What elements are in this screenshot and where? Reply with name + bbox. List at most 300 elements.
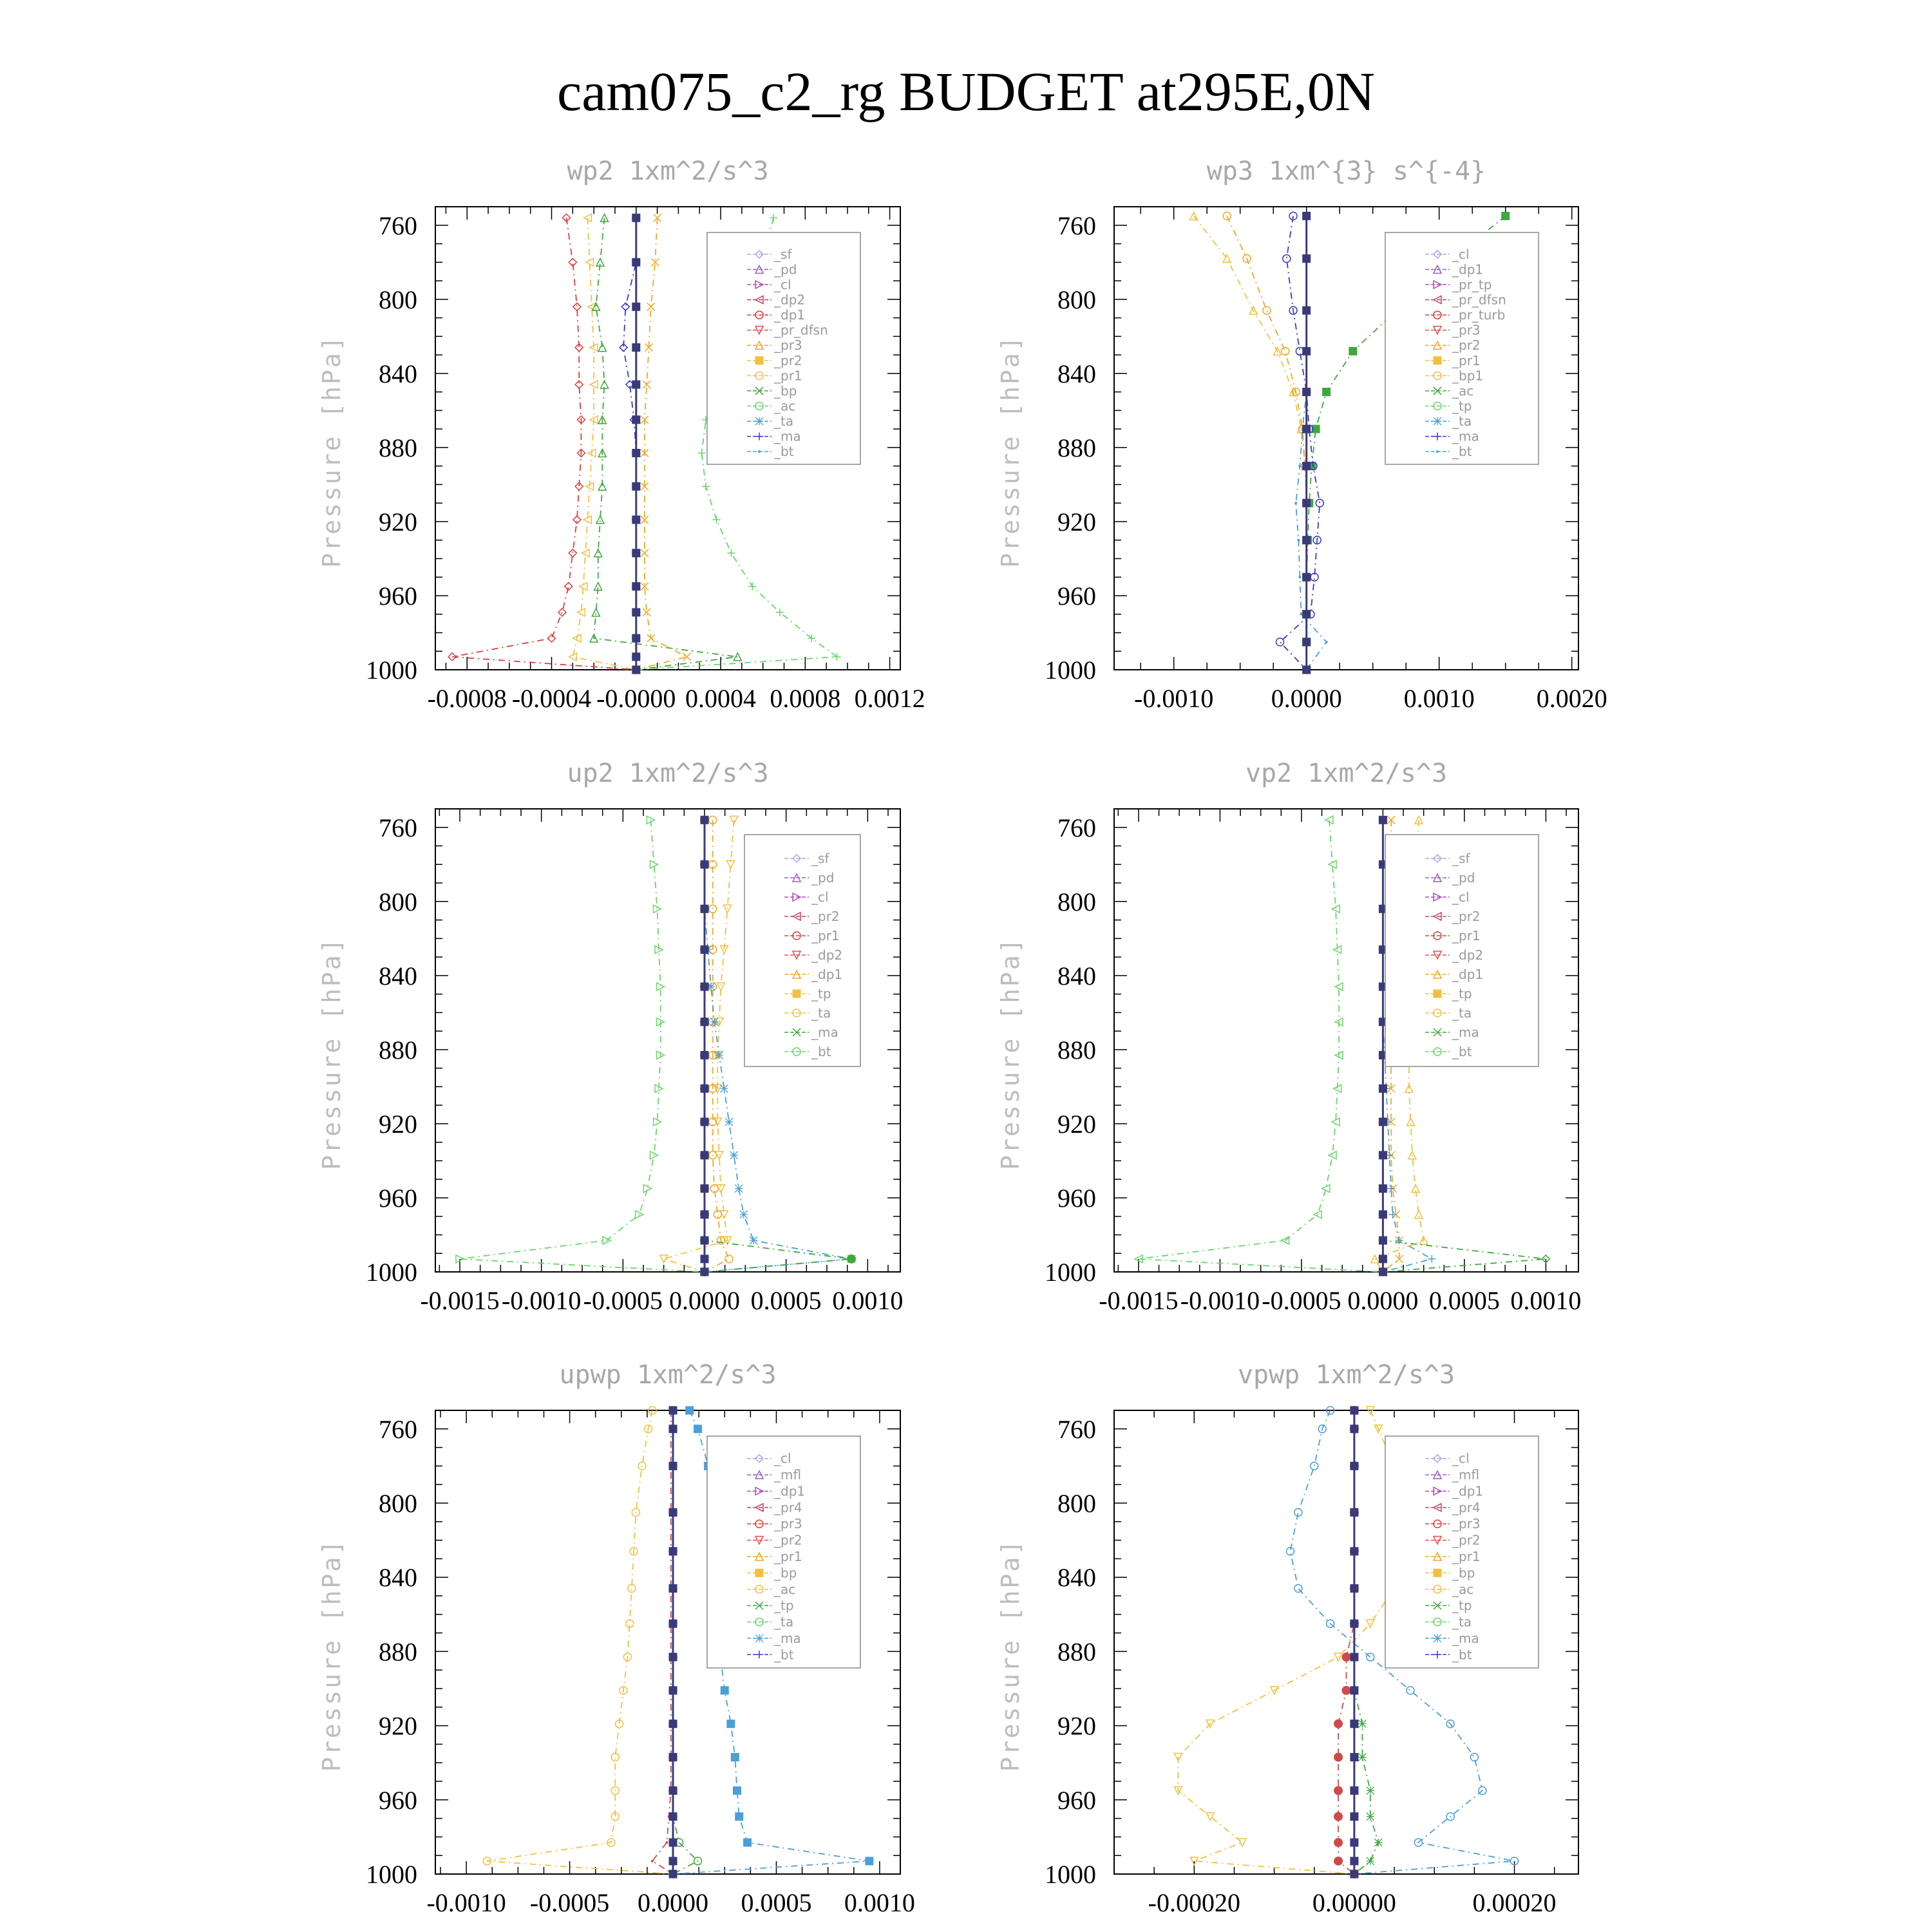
legend-label-tp: _tp [1452, 986, 1472, 1001]
legend-label-dp1: _dp1 [1452, 261, 1484, 278]
legend-marker [1434, 1634, 1441, 1642]
data-point-dp1 [565, 583, 573, 591]
data-point-tp [1297, 539, 1300, 542]
legend-marker [758, 450, 761, 453]
legend-label-pr-dfsn: _pr_dfsn [1452, 292, 1506, 308]
y-tick-label: 840 [379, 359, 417, 388]
legend-label-ac: _ac [1452, 1581, 1474, 1597]
data-point-bt [1350, 1406, 1358, 1414]
data-point-dp1 [1334, 1838, 1343, 1847]
legend [744, 835, 860, 1066]
data-point-tp [731, 1754, 739, 1761]
data-point-bt [1379, 1118, 1387, 1126]
data-point-bt [701, 1151, 708, 1159]
data-point-dp1 [657, 983, 665, 990]
x-tick-label: 0.0010 [832, 1286, 904, 1315]
data-point-pr2 [1263, 307, 1271, 314]
panel-1 [317, 156, 925, 713]
legend-label-sf: _sf [811, 851, 829, 866]
x-tick-label: 0.0000 [638, 1888, 709, 1917]
x-tick-label: 0.0012 [854, 684, 925, 713]
data-point-bp [1367, 1857, 1374, 1865]
y-tick-label: 800 [1057, 1489, 1096, 1518]
data-point-bt [701, 816, 708, 824]
legend-label-pr1: _pr1 [774, 368, 802, 384]
data-point-ac [1323, 388, 1331, 396]
series-line-bp [1354, 1410, 1378, 1874]
legend-label-ac: _ac [774, 398, 796, 414]
legend-label-ta: _ta [1452, 1614, 1472, 1630]
x-tick-label: -0.0005 [583, 1286, 663, 1315]
data-point-bt [1303, 611, 1311, 618]
data-point-bt [669, 1720, 677, 1728]
panel-4 [996, 759, 1581, 1315]
legend-label-ac: _ac [774, 1581, 796, 1597]
legend-label-ma: _ma [811, 1025, 838, 1040]
legend-label-cl: _cl [1452, 889, 1470, 905]
panel-title: wp3 1xm^{3} s^{-4} [1206, 156, 1486, 186]
y-tick-label: 1000 [366, 1258, 417, 1287]
data-point-pr1 [590, 381, 598, 388]
y-tick-label: 880 [379, 1035, 417, 1065]
y-tick-label: 960 [1057, 1785, 1096, 1815]
x-tick-label: -0.0010 [1180, 1286, 1260, 1315]
data-point-tp [720, 1084, 728, 1092]
data-point-bt [669, 1870, 677, 1878]
data-point-bt [669, 1548, 677, 1555]
y-tick-label: 920 [1057, 507, 1096, 536]
data-point-dp1 [1335, 983, 1343, 990]
legend-label-bt: _bt [811, 1044, 831, 1059]
data-point-dp1 [1342, 1686, 1351, 1695]
data-point-bt [701, 1052, 708, 1059]
data-point-tp [1298, 465, 1301, 468]
y-tick-label: 1000 [366, 1860, 417, 1889]
legend-label-dp2: _dp2 [774, 292, 806, 308]
data-point-bt [632, 482, 640, 490]
series-line-dp1 [460, 820, 705, 1272]
legend-label-cl: _cl [1452, 1450, 1470, 1466]
legend-label-ma: _ma [1452, 1630, 1479, 1646]
data-point-tp [733, 1786, 741, 1794]
legend-label-bt: _bt [1452, 1044, 1472, 1059]
data-point-bt [669, 1653, 677, 1661]
y-tick-label: 800 [379, 887, 417, 916]
legend-marker [755, 417, 763, 425]
x-tick-label: -0.0010 [502, 1286, 582, 1315]
y-tick-label: 920 [1057, 1109, 1096, 1139]
y-tick-label: 1000 [1045, 1258, 1096, 1287]
data-point-bt [632, 609, 640, 616]
data-point-dp1 [1342, 1653, 1351, 1662]
y-tick-label: 960 [379, 581, 417, 611]
series-line-pr2 [636, 218, 687, 670]
data-point-pr2 [1282, 347, 1289, 355]
legend-label-pr3: _pr3 [1452, 322, 1481, 338]
data-point-pr2 [641, 549, 649, 557]
data-point-tp [1294, 502, 1297, 504]
panel-title: wp2 1xm^2/s^3 [567, 156, 769, 186]
x-tick-label: -0.0010 [1134, 684, 1214, 713]
x-tick-label: -0.0000 [596, 684, 676, 713]
legend-label-sf: _sf [1452, 851, 1470, 866]
x-tick-label: -0.0004 [511, 684, 592, 713]
series-line-tp [1296, 216, 1326, 670]
data-point-bt [669, 1425, 677, 1433]
legend-label-ta: _ta [1452, 413, 1472, 430]
data-point-tp [740, 1211, 748, 1218]
data-point-bt [1350, 1508, 1358, 1516]
data-point-bt [1379, 1084, 1387, 1092]
data-point-bt [669, 1786, 677, 1794]
data-point-tp [1294, 1584, 1302, 1592]
x-tick-label: 0.0005 [741, 1888, 812, 1917]
x-tick-label: 0.0004 [685, 684, 757, 713]
legend-label-mfl: _mfl [774, 1467, 802, 1483]
data-point-bt [1303, 573, 1311, 581]
panel-title: up2 1xm^2/s^3 [567, 759, 769, 788]
data-point-pr2 [709, 905, 717, 913]
legend-label-dp1: _dp1 [774, 307, 806, 323]
legend-label-ma: _ma [1452, 428, 1479, 444]
legend-label-ta: _ta [1452, 1005, 1472, 1021]
y-tick-label: 920 [379, 507, 417, 536]
data-point-tp [725, 1118, 733, 1126]
data-point-tp [1298, 576, 1301, 578]
data-point-ac [748, 583, 756, 591]
data-point-bt [1350, 1462, 1358, 1470]
data-point-dp1 [654, 905, 661, 913]
legend-label-mfl: _mfl [1452, 1467, 1480, 1483]
data-point-ac [833, 653, 841, 661]
series-line-dp1 [452, 218, 636, 670]
y-tick-label: 880 [379, 433, 417, 462]
legend-label-cl: _cl [811, 889, 829, 905]
data-point-tp [1428, 1255, 1435, 1263]
data-point-pr1 [569, 653, 576, 661]
data-point-bt [701, 1236, 708, 1244]
data-point-bt [632, 303, 640, 310]
data-point-tp [1470, 1754, 1478, 1761]
data-point-bt [1350, 1584, 1358, 1592]
legend-label-ac: _ac [1452, 383, 1474, 399]
series-line-pr2 [705, 820, 729, 1272]
legend-label-pr3: _pr3 [774, 337, 802, 354]
data-point-bt [1350, 1687, 1358, 1694]
data-point-bt [1350, 1425, 1358, 1433]
x-tick-label: 0.0010 [1510, 1286, 1582, 1315]
data-point-pr1 [717, 983, 724, 990]
data-point-ac [776, 609, 784, 616]
series-line-dp1 [1139, 820, 1383, 1272]
legend-label-dp1: _dp1 [1452, 1483, 1484, 1499]
data-point-bt [669, 1584, 677, 1592]
data-point-tp [1300, 613, 1302, 616]
data-point-bt [669, 1462, 677, 1470]
y-tick-label: 880 [1057, 433, 1096, 462]
y-tick-label: 920 [379, 1109, 417, 1139]
y-tick-label: 800 [379, 1489, 417, 1518]
y-tick-label: 760 [1057, 1414, 1096, 1444]
legend-label-pr1: _pr1 [811, 928, 840, 943]
data-point-pr2 [643, 381, 650, 388]
y-tick-label: 800 [1057, 285, 1096, 314]
data-point-bt [632, 344, 640, 352]
legend-label-pr3: _pr3 [774, 1516, 802, 1532]
legend-label-pd: _pd [811, 870, 835, 886]
legend-label-bp1: _bp1 [1452, 368, 1484, 384]
series-line-bp [673, 1410, 698, 1874]
data-point-dp1 [1334, 1786, 1343, 1795]
y-tick-label: 880 [1057, 1035, 1096, 1065]
data-point-tp [686, 1406, 694, 1414]
data-point-bt [1350, 1839, 1358, 1846]
data-point-bt [632, 258, 640, 266]
data-point-bt [1303, 212, 1311, 220]
data-point-tp [727, 1720, 735, 1728]
legend-label-pr1: _pr1 [1452, 1549, 1481, 1564]
legend-label-cl: _cl [774, 1450, 791, 1466]
data-point-ta [1283, 255, 1291, 263]
data-point-bt [1303, 666, 1311, 674]
data-point-bt [669, 1839, 677, 1846]
data-point-pr2 [647, 303, 655, 310]
series-line-pr1 [573, 218, 636, 670]
data-point-dp1 [1334, 1812, 1343, 1821]
y-tick-label: 1000 [366, 656, 417, 685]
legend-label-sf: _sf [774, 246, 792, 262]
data-point-bt [632, 653, 640, 661]
data-point-tp [1311, 1462, 1318, 1470]
data-point-ta [1276, 638, 1284, 646]
data-point-pr2 [725, 1255, 733, 1263]
legend-label-pr2: _pr2 [1452, 337, 1481, 354]
data-point-bt [701, 983, 708, 990]
data-point-bt [632, 583, 640, 591]
data-point-bp [592, 609, 600, 616]
data-point-bt [1303, 499, 1311, 507]
legend-label-ta: _ta [774, 1614, 794, 1630]
y-tick-label: 1000 [1045, 1860, 1096, 1889]
y-tick-label: 840 [1057, 961, 1096, 990]
x-tick-label: -0.00020 [1148, 1888, 1240, 1917]
x-tick-label: 0.0005 [750, 1286, 822, 1315]
legend [707, 1436, 860, 1668]
legend-label-cl: _cl [1452, 246, 1470, 262]
y-tick-label: 880 [379, 1637, 417, 1667]
data-point-bt [1379, 816, 1387, 824]
legend-label-bt: _bt [1452, 444, 1472, 460]
legend-label-pr2: _pr2 [811, 909, 840, 924]
legend-label-tp: _tp [1452, 1598, 1472, 1614]
data-point-bt [1379, 1236, 1387, 1244]
data-point-bt [1303, 347, 1311, 355]
data-point-bt [701, 1084, 708, 1092]
legend-label-pr2: _pr2 [774, 352, 802, 368]
y-axis-label: Pressure [hPa] [996, 936, 1025, 1170]
x-tick-label: -0.0005 [529, 1888, 610, 1917]
data-point-dp1 [548, 634, 556, 642]
x-tick-label: 0.00020 [1472, 1888, 1557, 1917]
data-point-bt [1303, 638, 1311, 646]
data-point-ac [1502, 212, 1510, 220]
legend-label-ma: _ma [774, 1630, 801, 1646]
data-point-tp [735, 1185, 743, 1193]
data-point-ac [702, 482, 710, 490]
data-point-bt [669, 1857, 677, 1865]
y-axis-label: Pressure [hPa] [317, 936, 346, 1170]
data-point-pr1 [723, 905, 731, 913]
data-point-bt [669, 1687, 677, 1694]
data-point-tp [710, 1018, 718, 1026]
data-point-tp [866, 1857, 873, 1865]
legend-label-pr4: _pr4 [1452, 1499, 1481, 1515]
data-point-dp1 [1332, 905, 1340, 913]
data-point-ac [698, 450, 706, 457]
legend-label-ma: _ma [1452, 1025, 1479, 1040]
data-point-tp [744, 1839, 752, 1846]
data-point-bt [1350, 1548, 1358, 1555]
data-point-bt [632, 516, 640, 524]
y-tick-label: 960 [1057, 1183, 1096, 1213]
data-point-tp [735, 1813, 743, 1821]
legend-label-tp: _tp [774, 1598, 794, 1614]
data-point-ac [1349, 347, 1357, 355]
legend-label-ta: _ta [811, 1005, 831, 1021]
series-line-pr1 [1194, 216, 1307, 670]
panel-title: vpwp 1xm^2/s^3 [1237, 1360, 1455, 1390]
y-axis-label: Pressure [hPa] [317, 1538, 346, 1772]
panel-6 [996, 1360, 1578, 1917]
data-point-dp1 [651, 1860, 654, 1862]
data-point-bp [734, 653, 741, 661]
y-axis-label: Pressure [hPa] [996, 334, 1025, 568]
data-point-bt [632, 381, 640, 388]
data-point-tp [721, 1687, 728, 1694]
data-point-bt [632, 666, 640, 674]
data-point-ac [770, 214, 777, 222]
data-point-bt [669, 1406, 677, 1414]
data-point-bt [701, 1255, 708, 1263]
x-tick-label: 0.0000 [1347, 1286, 1419, 1315]
legend-marker [755, 1569, 763, 1577]
legend-box [744, 835, 860, 1066]
x-tick-label: 0.0020 [1536, 684, 1607, 713]
y-axis-label: Pressure [hPa] [317, 334, 346, 568]
x-tick-label: 0.0000 [669, 1286, 740, 1315]
data-point-tp [1367, 1653, 1374, 1661]
data-point-bt [632, 214, 640, 222]
series-line-dp1 [652, 1410, 673, 1874]
data-point-bt [1350, 1754, 1358, 1761]
data-point-tp [1325, 641, 1328, 643]
legend-marker [793, 990, 800, 998]
data-point-pr1 [1371, 1255, 1379, 1263]
legend-label-pr2: _pr2 [1452, 909, 1481, 924]
series-line-pr1 [664, 820, 734, 1272]
legend-label-pd: _pd [774, 261, 797, 278]
data-point-bp [1358, 1754, 1366, 1761]
data-point-bt [1379, 1255, 1387, 1263]
data-point-dp2 [847, 1255, 856, 1264]
data-point-pr1 [660, 1255, 668, 1263]
data-point-bt [669, 1754, 677, 1761]
data-point-bt [1350, 1720, 1358, 1728]
y-tick-label: 760 [379, 1414, 417, 1444]
x-tick-label: -0.0015 [1099, 1286, 1179, 1315]
data-point-ta [1316, 499, 1323, 507]
data-point-pr2 [683, 653, 691, 661]
panel-title: vp2 1xm^2/s^3 [1245, 759, 1448, 788]
legend [707, 232, 860, 464]
data-point-bt [1379, 1211, 1387, 1218]
figure-title: cam075_c2_rg BUDGET at295E,0N [557, 61, 1375, 122]
data-point-bt [632, 549, 640, 557]
data-point-bt [1379, 1268, 1387, 1276]
x-tick-label: 0.0010 [1403, 684, 1475, 713]
data-point-bt [701, 1185, 708, 1193]
data-point-bt [701, 1018, 708, 1026]
legend-marker [1434, 417, 1441, 425]
x-tick-label: -0.0008 [427, 684, 507, 713]
legend-marker [1434, 1569, 1441, 1577]
series-line-pr1 [487, 1410, 673, 1874]
legend-label-pr3: _pr3 [1452, 1516, 1481, 1532]
data-point-dp1 [665, 1841, 668, 1844]
legend-label-pr2: _pr2 [1452, 1532, 1481, 1548]
y-axis-label: Pressure [hPa] [996, 1538, 1025, 1772]
data-point-bt [1303, 307, 1311, 314]
y-tick-label: 760 [379, 813, 417, 842]
y-tick-label: 760 [1057, 211, 1096, 240]
x-tick-label: -0.0015 [420, 1286, 500, 1315]
data-point-bt [1303, 536, 1311, 544]
data-point-bt [632, 416, 640, 424]
legend-label-bt: _bt [774, 444, 794, 460]
legend-label-bt: _bt [1452, 1647, 1472, 1663]
x-tick-label: 0.00000 [1312, 1888, 1396, 1917]
x-tick-label: 0.0000 [1271, 684, 1342, 713]
data-point-dp1 [569, 549, 576, 557]
data-point-bt [1350, 1813, 1358, 1821]
data-point-pr1 [628, 1584, 636, 1592]
y-tick-label: 920 [379, 1711, 417, 1741]
legend-label-pr-tp: _pr_tp [1452, 276, 1492, 292]
data-point-pr2 [1223, 212, 1231, 220]
panel-2 [996, 156, 1607, 713]
data-point-bt [1303, 425, 1311, 433]
data-point-ac [727, 549, 735, 557]
data-point-bt [1379, 1185, 1387, 1193]
x-tick-label: 0.0008 [770, 684, 841, 713]
data-point-bt [1303, 255, 1311, 263]
legend-label-pr1: _pr1 [774, 1549, 802, 1564]
x-tick-label: -0.0010 [426, 1888, 506, 1917]
data-point-tp [715, 1052, 723, 1059]
legend-label-ta: _ta [774, 413, 794, 430]
legend-label-tp: _tp [811, 986, 831, 1001]
series-line-pr1 [1178, 1410, 1402, 1874]
data-point-bp [1358, 1720, 1366, 1728]
data-point-bt [701, 1268, 708, 1276]
y-tick-label: 880 [1057, 1637, 1096, 1667]
legend-label-bp: _bp [774, 383, 797, 399]
y-tick-label: 760 [379, 211, 417, 240]
legend-label-pr-dfsn: _pr_dfsn [774, 322, 828, 338]
data-point-dp1 [1334, 1857, 1343, 1866]
data-point-bt [632, 450, 640, 457]
data-point-tp [694, 1425, 702, 1433]
